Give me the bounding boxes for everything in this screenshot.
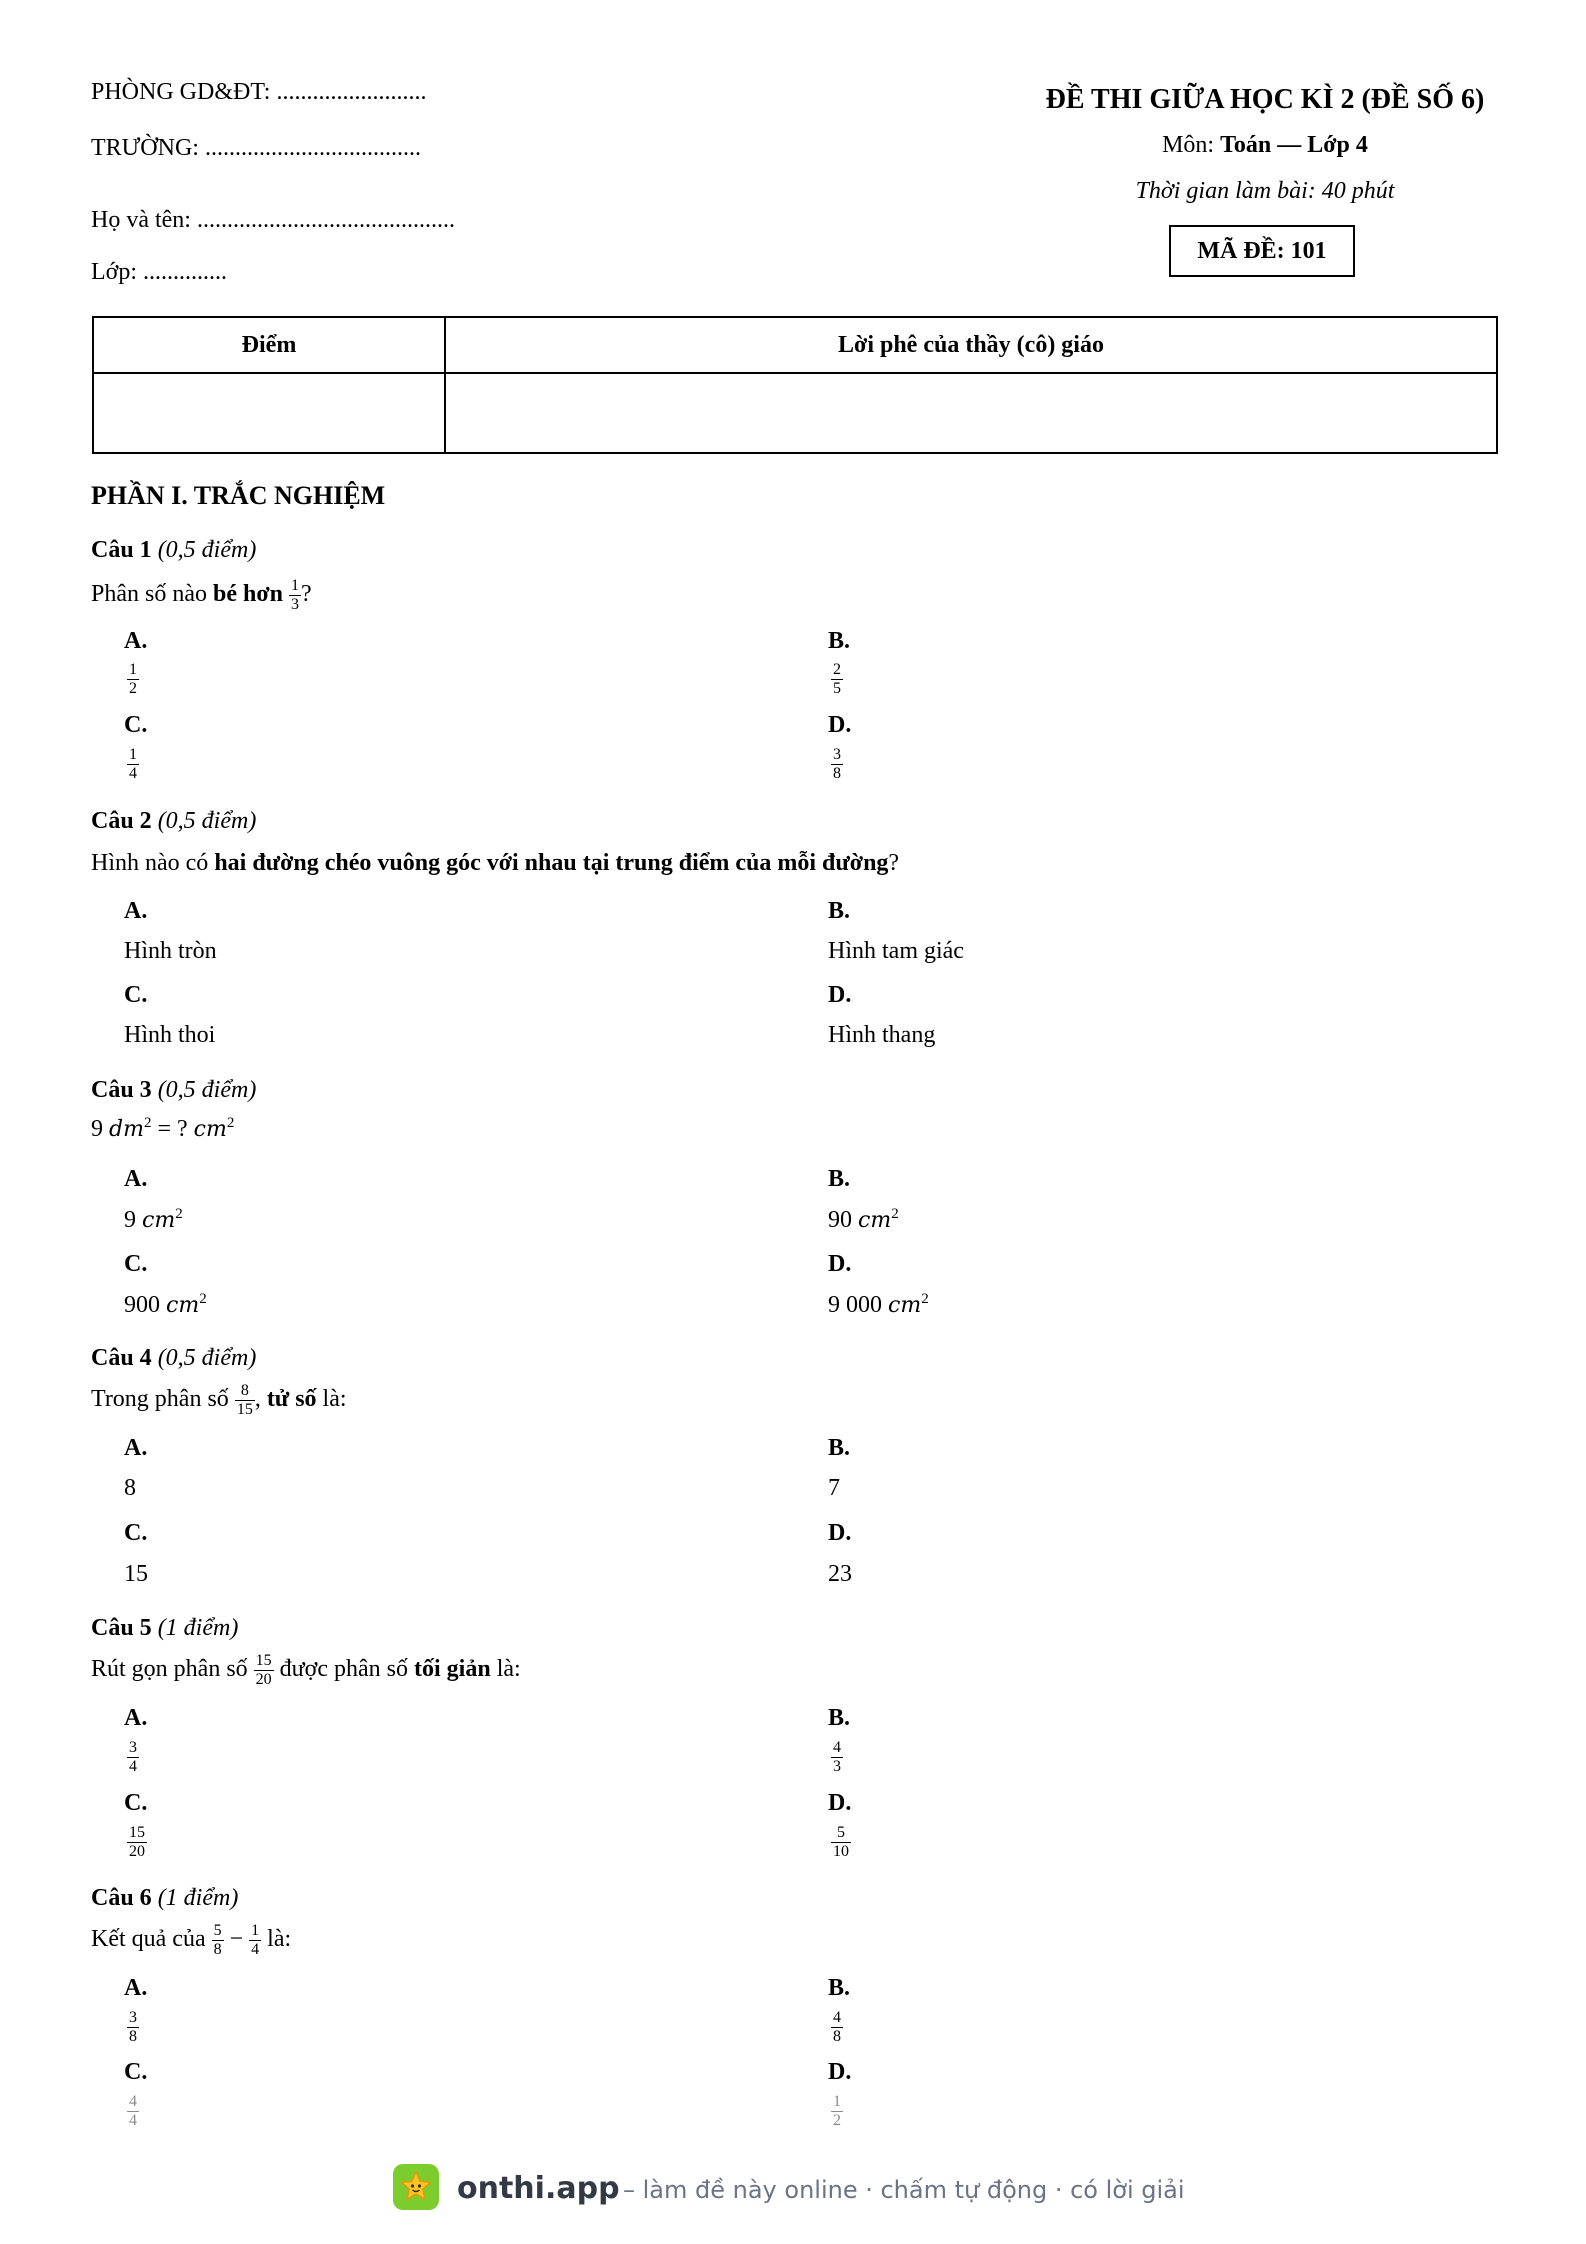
q3-option-d[interactable]: [828, 1291, 929, 1319]
q6-text-a: Kết quả của: [91, 1926, 212, 1953]
q4-option-a[interactable]: 8: [124, 1475, 136, 1501]
q6-option-a-label[interactable]: A.: [124, 1975, 148, 2001]
option-value: 900: [124, 1292, 166, 1318]
q6-option-a[interactable]: [127, 2010, 139, 2045]
q5-heading: [91, 1615, 238, 1642]
frac-den: 8: [833, 2028, 841, 2045]
q4-heading: [91, 1345, 256, 1372]
brand-name[interactable]: onthi.app: [457, 2171, 620, 2206]
q3-option-d-label[interactable]: D.: [828, 1251, 852, 1277]
q2-title: Câu 2: [91, 808, 152, 834]
q6-fraction-2: [249, 1923, 261, 1958]
frac-num: 3: [129, 1739, 137, 1756]
q5-text-c: tối giản: [414, 1656, 491, 1683]
q3-option-b-label[interactable]: B.: [828, 1166, 851, 1192]
q6-heading: [91, 1885, 238, 1912]
option-fraction: [831, 2010, 843, 2045]
frac-den: 8: [129, 2028, 137, 2045]
q2-text-c: ?: [888, 850, 900, 876]
q5-text-a: Rút gọn phân số: [91, 1656, 254, 1683]
q6-option-b-label[interactable]: B.: [828, 1975, 851, 2001]
q3-option-a-label[interactable]: A.: [124, 1166, 148, 1192]
q1-option-a[interactable]: [127, 662, 139, 697]
q5-option-b[interactable]: [831, 1740, 843, 1775]
option-value: 9 000: [828, 1292, 888, 1318]
q4-option-d[interactable]: 23: [828, 1561, 852, 1587]
q4-option-c[interactable]: 15: [124, 1561, 148, 1587]
option-value: 9: [124, 1207, 142, 1233]
q4-title: Câu 4: [91, 1345, 152, 1371]
frac-num: 4: [833, 2009, 841, 2026]
option-label: C.: [124, 712, 148, 738]
q3-option-b[interactable]: [828, 1206, 899, 1234]
q3-title: Câu 3: [91, 1077, 152, 1103]
q3-exp1: 2: [143, 1115, 152, 1131]
ho-ten-line: Họ và tên: ...........................................: [91, 207, 455, 233]
frac-num: 4: [129, 2093, 137, 2110]
q2-option-a[interactable]: Hình tròn: [124, 938, 217, 964]
q1-heading: [91, 537, 256, 564]
q1-option-d-label[interactable]: [828, 712, 851, 739]
q6-option-d[interactable]: [831, 2094, 843, 2129]
frac-den: 2: [129, 680, 137, 697]
q2-option-a-label[interactable]: A.: [124, 898, 148, 924]
phong-gd-line: PHÒNG GD&ĐT: .........................: [91, 79, 427, 105]
q1-frac-den: 3: [290, 596, 299, 613]
q2-option-b-label[interactable]: B.: [828, 898, 851, 924]
frac-den: 20: [129, 1843, 145, 1860]
q1-option-b[interactable]: [831, 662, 843, 697]
q4-option-d-label[interactable]: D.: [828, 1520, 852, 1546]
q2-option-d[interactable]: Hình thang: [828, 1022, 936, 1048]
q5-option-c-label[interactable]: C.: [124, 1790, 148, 1816]
q1-frac-num: 1: [290, 577, 299, 594]
q2-text: [91, 850, 899, 877]
q4-text-a: Trong phân số: [91, 1386, 235, 1413]
frac-den: 2: [833, 2112, 841, 2129]
frac-den: 5: [833, 680, 841, 697]
q1-text-c: ?: [300, 581, 312, 608]
q3-heading: [91, 1077, 256, 1104]
q4-frac-den: 15: [236, 1401, 253, 1418]
q5-text-d: là:: [490, 1656, 521, 1683]
subject-prefix: Môn:: [1162, 132, 1221, 158]
option-fraction: [127, 2010, 139, 2045]
score-cell[interactable]: [93, 373, 445, 453]
q6-f1-den: 8: [213, 1941, 222, 1958]
q4-text-b: ,: [254, 1386, 267, 1413]
truong-line: TRƯỜNG: ....................................: [91, 135, 421, 161]
frac-den: 8: [833, 765, 841, 782]
q6-text-b: là:: [261, 1926, 292, 1953]
option-unit: cm: [166, 1293, 200, 1318]
ma-de-box: MÃ ĐỀ: 101: [1169, 225, 1355, 277]
q5-text: [91, 1653, 521, 1688]
q1-title: Câu 1: [91, 537, 152, 563]
option-fraction: [127, 662, 139, 697]
q3-option-c-label[interactable]: C.: [124, 1251, 148, 1277]
next-question-cut-off: [90, 2236, 260, 2244]
q1-option-b-label[interactable]: [828, 628, 850, 655]
frac-num: 3: [833, 746, 841, 763]
option-exp: 2: [175, 1206, 183, 1222]
q1-text-a: Phân số nào: [91, 581, 213, 608]
frac-den: 10: [833, 1843, 849, 1860]
q1-fraction: [289, 578, 301, 613]
q5-option-a[interactable]: [127, 1740, 139, 1775]
frac-num: 15: [129, 1824, 145, 1841]
option-unit: cm: [888, 1293, 922, 1318]
q6-title: Câu 6: [91, 1885, 152, 1911]
q6-option-d-label[interactable]: D.: [828, 2059, 852, 2085]
q3-text: [91, 1115, 234, 1143]
q6-option-c[interactable]: [127, 2094, 139, 2129]
option-fraction: [831, 747, 843, 782]
q3-option-a[interactable]: [124, 1206, 183, 1234]
q1-points: (0,5 điểm): [157, 537, 257, 563]
exam-subject: [1000, 132, 1530, 159]
q3-points: (0,5 điểm): [157, 1077, 257, 1103]
q5-option-c[interactable]: [127, 1825, 147, 1860]
exam-time: Thời gian làm bài: 40 phút: [1135, 178, 1395, 204]
option-fraction: [831, 662, 843, 697]
q3-eq: = ?: [151, 1116, 194, 1142]
exam-title: ĐỀ THI GIỮA HỌC KÌ 2 (ĐỀ SỐ 6): [1045, 84, 1485, 115]
comment-cell[interactable]: [445, 373, 1497, 453]
onthi-logo[interactable]: [393, 2164, 439, 2210]
q3-num: 9: [91, 1116, 109, 1142]
q6-text: [91, 1923, 291, 1958]
option-fraction: [831, 1825, 851, 1860]
q4-frac-num: 8: [235, 1383, 255, 1401]
subject-name: Toán — Lớp 4: [1220, 132, 1368, 158]
frac-den: 4: [129, 765, 137, 782]
score-table: [92, 316, 1498, 454]
frac-num: 2: [833, 661, 841, 678]
q2-option-d-label[interactable]: D.: [828, 982, 852, 1008]
option-fraction: [831, 1740, 843, 1775]
q5-option-d[interactable]: [831, 1825, 851, 1860]
comment-header: Lời phê của thầy (cô) giáo: [445, 317, 1497, 373]
option-fraction: [127, 2094, 139, 2129]
option-unit: cm: [142, 1208, 176, 1233]
lop-line: Lớp: ..............: [91, 259, 228, 285]
q2-text-b: hai đường chéo vuông góc với nhau tại trung điểm của mỗi đường: [214, 850, 889, 876]
q4-option-b-label[interactable]: B.: [828, 1435, 851, 1461]
q5-option-a-label[interactable]: A.: [124, 1705, 148, 1731]
option-exp: 2: [199, 1291, 207, 1307]
q6-option-c-label[interactable]: C.: [124, 2059, 148, 2085]
q4-fraction: [235, 1383, 255, 1418]
q3-option-c[interactable]: [124, 1291, 207, 1319]
option-fraction: [831, 2094, 843, 2129]
q2-option-c[interactable]: Hình thoi: [124, 1022, 216, 1048]
frac-den: 4: [129, 2112, 137, 2129]
q4-option-a-label[interactable]: A.: [124, 1435, 148, 1461]
q2-option-b[interactable]: Hình tam giác: [828, 938, 964, 964]
q2-points: (0,5 điểm): [157, 808, 257, 834]
q6-option-b[interactable]: [831, 2010, 843, 2045]
section-title: PHẦN I. TRẮC NGHIỆM: [91, 481, 386, 510]
q4-points: (0,5 điểm): [157, 1345, 257, 1371]
q1-option-a-label[interactable]: [124, 628, 147, 655]
q5-option-b-label[interactable]: B.: [828, 1705, 851, 1731]
option-value: 90: [828, 1207, 858, 1233]
q5-fraction: [254, 1653, 274, 1688]
option-fraction: [127, 1740, 139, 1775]
q3-exp2: 2: [226, 1115, 235, 1131]
q1-text-b: bé hơn: [213, 581, 283, 608]
q4-text-d: là:: [316, 1386, 347, 1413]
q1-option-c[interactable]: [127, 747, 139, 782]
q6-fraction-1: [212, 1923, 224, 1958]
q1-option-d[interactable]: [831, 747, 843, 782]
q2-option-c-label[interactable]: C.: [124, 982, 148, 1008]
q5-frac-num: 15: [255, 1652, 272, 1669]
q1-text: [91, 578, 312, 613]
option-exp: 2: [921, 1291, 929, 1307]
q4-option-b[interactable]: 7: [828, 1475, 840, 1501]
q4-text-c: tử số: [266, 1386, 317, 1413]
q6-operator: −: [223, 1926, 250, 1953]
q4-text: [91, 1383, 347, 1418]
q5-frac-den: 20: [255, 1671, 272, 1688]
frac-num: 5: [831, 1825, 851, 1843]
score-header: Điểm: [93, 317, 445, 373]
frac-num: 1: [129, 661, 137, 678]
option-label: A.: [124, 628, 148, 654]
option-fraction: [127, 1825, 147, 1860]
option-label: D.: [828, 712, 852, 738]
q6-f2-den: 4: [251, 1941, 260, 1958]
q3-unit1: dm: [109, 1117, 144, 1142]
frac-num: 4: [833, 1739, 841, 1756]
q3-unit2: cm: [193, 1117, 227, 1142]
q5-text-b: được phân số: [273, 1656, 415, 1683]
q1-option-c-label[interactable]: [124, 712, 147, 739]
q4-option-c-label[interactable]: C.: [124, 1520, 148, 1546]
q6-points: (1 điểm): [157, 1885, 239, 1911]
option-fraction: [127, 747, 139, 782]
frac-den: 3: [833, 1758, 841, 1775]
q5-title: Câu 5: [91, 1615, 152, 1641]
star-icon: [400, 2170, 432, 2202]
q2-text-a: Hình nào có: [91, 850, 215, 876]
frac-num: 1: [833, 2093, 841, 2110]
q5-points: (1 điểm): [157, 1615, 239, 1641]
option-unit: cm: [858, 1208, 892, 1233]
frac-num: 3: [129, 2009, 137, 2026]
frac-den: 4: [129, 1758, 137, 1775]
q6-f1-num: 5: [213, 1922, 222, 1939]
q6-f2-num: 1: [251, 1922, 260, 1939]
q2-heading: [91, 808, 256, 835]
frac-num: 1: [129, 746, 137, 763]
option-exp: 2: [891, 1206, 899, 1222]
option-label: B.: [828, 628, 851, 654]
q5-option-d-label[interactable]: D.: [828, 1790, 852, 1816]
brand-tagline: – làm đề này online · chấm tự động · có lời giải: [623, 2176, 1185, 2204]
